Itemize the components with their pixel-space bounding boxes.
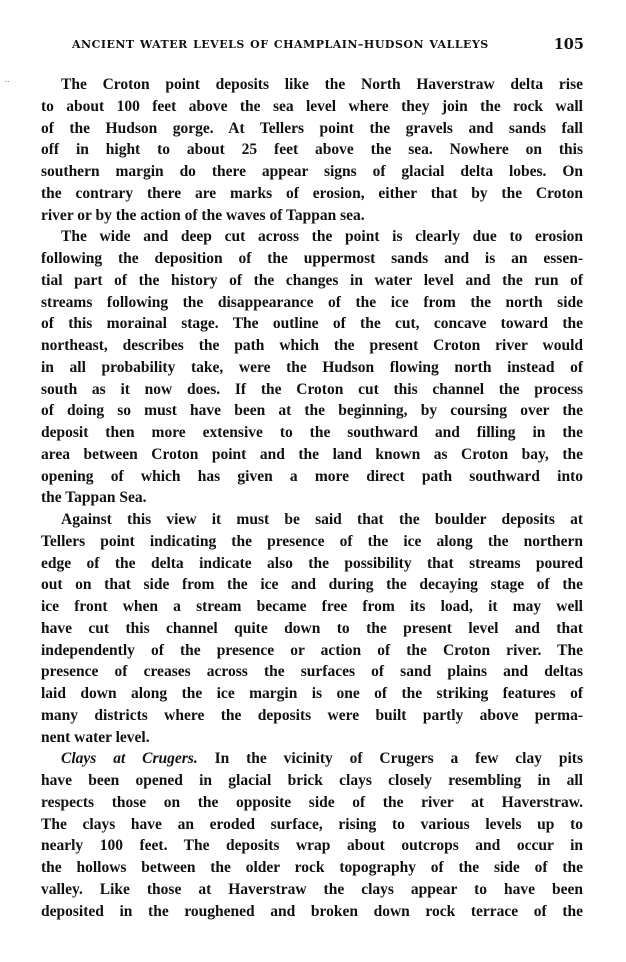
text-line: river or by the action of the waves of Tappan sea. [41,206,365,224]
text-line: of doing so must have been at the beginning, by coursing over the [41,402,583,420]
text-line: laid down along the ice margin is one of the striking features of [41,685,583,702]
text-line: to about 100 feet above the sea level where they join the rock wall [41,97,583,115]
running-head [72,36,584,56]
paragraph-against-view [41,509,583,748]
body-text [41,74,583,922]
text-fragment: In the vicinity of Crugers a few clay pits [214,750,583,768]
text-line: following the deposition of the uppermost sands and is an essen- [41,250,583,267]
text-line: deposited in the roughened and broken down rock terrace of the [41,902,583,920]
text-line: have been opened in glacial brick clays closely resembling in all [41,772,583,789]
text-line: area between Croton point and the land known as Croton bay, the [41,445,583,463]
text-line: the Tappan Sea. [41,489,147,507]
running-title: ANCIENT WATER LEVELS OF CHAMPLAIN–HUDSON VALLEYS [72,38,489,51]
text-line: opening of which has given a more direct path southward into [41,467,583,485]
text-line: ice front when a stream became free from its load, it may well [41,598,583,615]
margin-speck: ·· [5,78,10,86]
text-line: The wide and deep cut across the point is clearly due to erosion [61,228,583,246]
text-line: of the Hudson gorge. At Tellers point the gravels and sands fall [41,119,583,137]
text-line: tial part of the history of the changes in water level and the run of [41,271,583,289]
text-line: independently of the presence or action of the Croton river. The [41,641,583,659]
text-line: out on that side from the ice and during the decaying stage of the [41,576,583,594]
text-line: presence of creases across the surfaces of sand plains and deltas [41,663,583,681]
paragraph-clays-at-crugers [41,748,583,922]
text-line: off in hight to about 25 feet above the sea. Nowhere on this [41,141,583,159]
text-line: edge of the delta indicate also the possibility that streams poured [41,554,583,572]
text-line: nearly 100 feet. The deposits wrap about outcrops and occur in [41,837,583,855]
text-line: valley. Like those at Haverstraw the clays appear to have been [41,880,583,898]
text-line: south as it now does. If the Croton cut this channel the process [41,380,583,398]
text-line: The clays have an eroded surface, rising to various levels up to [41,815,583,833]
text-line: the hollows between the older rock topography of the side of the [41,859,583,876]
paragraph-croton-point [41,74,583,226]
text-line: many districts where the deposits were built partly above perma- [41,706,583,724]
text-line: southern margin do there appear signs of glacial delta lobes. On [41,163,583,180]
text-line: deposit then more extensive to the southward and filling in the [41,424,583,441]
text-line: have cut this channel quite down to the present level and that [41,619,583,637]
text-line: of this morainal stage. The outline of the cut, concave toward the [41,315,583,333]
text-line: streams following the disappearance of the ice from the north side [41,293,583,311]
text-line: respects those on the opposite side of the river at Haverstraw. [41,793,583,811]
text-line: The Croton point deposits like the North Haverstraw delta rise [61,76,583,93]
text-line: northeast, describes the path which the present Croton river would [41,337,583,354]
text-line-with-heading [41,748,583,770]
text-line: the contrary there are marks of erosion, either that by the Croton [41,184,583,202]
text-line: Against this view it must be said that the boulder deposits at [61,511,583,528]
text-line: Tellers point indicating the presence of the ice along the northern [41,532,583,550]
section-heading: Clays at Crugers. [61,750,198,768]
paragraph-wide-cut [41,226,583,509]
text-line: nent water level. [41,728,150,746]
text-line: in all probability take, were the Hudson flowing north instead of [41,358,583,376]
page-number: 105 [553,36,584,53]
